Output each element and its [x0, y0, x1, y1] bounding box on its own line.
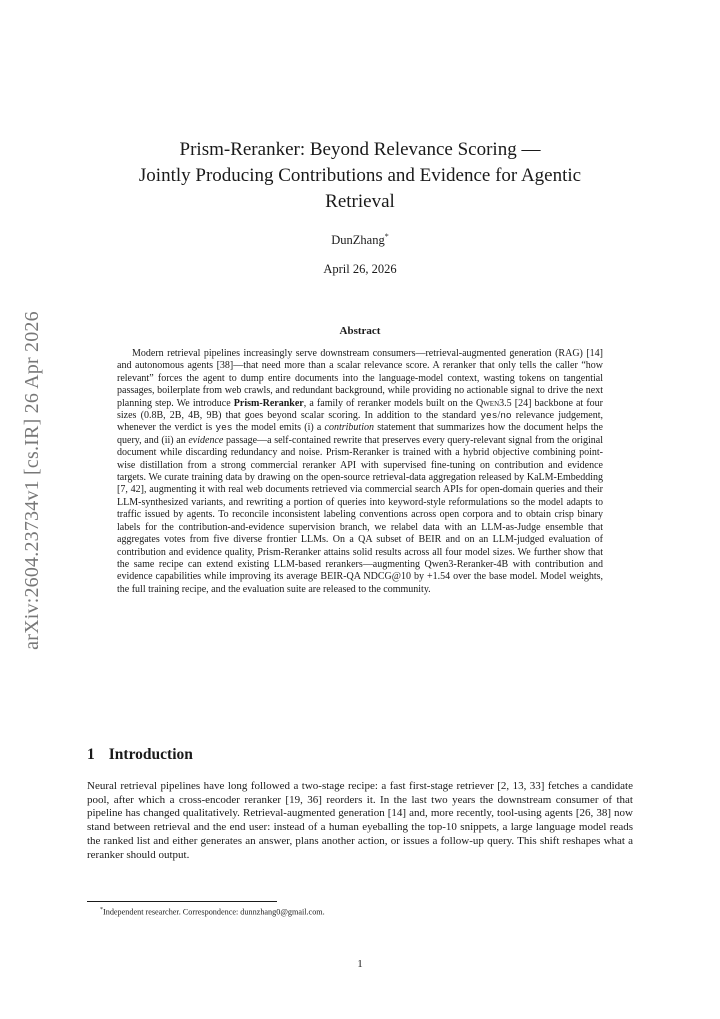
title-line-1: Prism-Reranker: Beyond Relevance Scoring — [179, 139, 541, 160]
term-contribution: contribution [324, 422, 374, 434]
abstract-heading: Abstract [339, 325, 381, 337]
code-yes-verdict: yes [215, 422, 233, 434]
author-line [100, 232, 620, 248]
abstract-text-6: statement that summarizes how the document helps the query, and (ii) an [117, 422, 603, 446]
introduction-paragraph: Neural retrieval pipelines have long followed a two-stage recipe: a fast first-stage retriever [2, 13, 33] fetches a candidate pool, after which a cross-encoder reranker [19, 36] reorders it. In the last two years the downstream consumer of that pipeline has changed qualitatively. Retrieval-augmented generation [14] and, more recently, tool-using agents [26, 38] now stand between retrieval and the end user: instead of a human eyeballing the top-10 snippets, a large language model reads the ranked list and either generates an answer, plans another action, or issues a follow-up query. This shift reshapes what a reranker should output. [87, 780, 633, 861]
abstract-text-5: the model emits (i) a [232, 422, 325, 434]
slash: / [497, 410, 501, 422]
abstract-body [117, 348, 603, 596]
author-footnote-mark: * [384, 232, 389, 241]
page-number: 1 [357, 958, 363, 970]
backbone-smallcaps: wen [483, 397, 500, 409]
section-number: 1 [87, 746, 95, 763]
title-line-3: Retrieval [325, 191, 395, 212]
section-title: Introduction [108, 746, 193, 763]
backbone-initial: Q [475, 397, 484, 409]
footnote-mark: * [100, 907, 103, 913]
section-heading-introduction [87, 746, 633, 764]
abstract-text-2: , a family of reranker models built on the [303, 397, 476, 409]
footnote-rule [87, 901, 277, 902]
footnote-text: Independent researcher. Correspondence: dunnzhang0@gmail.com. [103, 907, 325, 917]
backbone-name [476, 398, 499, 409]
author-name: DunZhang [331, 233, 385, 248]
abstract-text-4: relevance judgement, whenever the verdict is [117, 410, 603, 434]
abstract-text-3: 3.5 [24] backbone at four sizes (0.8B, 2B, 4B, 9B) that goes beyond scalar scoring. In addition to the standard [117, 397, 603, 422]
paper-title [100, 137, 620, 215]
code-yes: yes [480, 410, 498, 422]
arxiv-identifier-text: arXiv:2604.23734v1 [cs.IR] 26 Apr 2026 [20, 310, 43, 650]
footnote [100, 905, 620, 918]
code-no: no [500, 410, 512, 422]
term-evidence: evidence [188, 434, 224, 446]
abstract-text-1: Modern retrieval pipelines increasingly serve downstream consumers—retrieval-augmented generation (RAG) [14] and autonomous agents [38]—that need more than a scalar relevance score. A reranker that only tells the caller “how relevant” forces the agent to dump entire documents into the language-model context, wasting tokens on tangential passages, boilerplate from web crawls, and redundant background, while providing no actionable signal to drive the next planning step. We introduce [117, 348, 603, 409]
arxiv-identifier-stamp [14, 300, 50, 660]
publication-date: April 26, 2026 [323, 262, 397, 276]
abstract-text-7: passage—a self-contained rewrite that preserves every query-relevant signal from the original document while discarding redundancy and noise. Prism-Reranker is trained with a hybrid objective combining point-wise distillation from a strong commercial reranker API with supervised fine-tuning on contribution and evidence targets. We curate training data by drawing on the open-source retrieval-data aggregation released by KaLM-Embedding [7, 42], augmenting it with real web documents retrieved via commercial search APIs for open-domain queries and their LLM-synthesized variants, and rewriting a portion of queries into keyword-style reformulations so the model adapts to traffic issued by agents. To reconcile inconsistent labeling conventions across open corpora and to obtain crisp binary labels for the contribution-and-evidence supervision branch, we relabel data with an LLM-as-Judge ensemble that aggregates votes from five diverse frontier LLMs. On a QA subset of BEIR and on an LLM-judged evaluation of contribution and evidence quality, Prism-Reranker attains solid results across all four model sizes. We further show that the same recipe can extend existing LLM-based rerankers—augmenting Qwen3-Reranker-4B with contribution and evidence capabilities while improving its average BEIR-QA NDCG@10 by +1.54 over the base model. Model weights, the full training recipe, and the evaluation suite are released to the community. [117, 434, 603, 595]
title-line-2: Jointly Producing Contributions and Evidence for Agentic [138, 165, 582, 186]
model-name: Prism-Reranker [233, 397, 304, 409]
